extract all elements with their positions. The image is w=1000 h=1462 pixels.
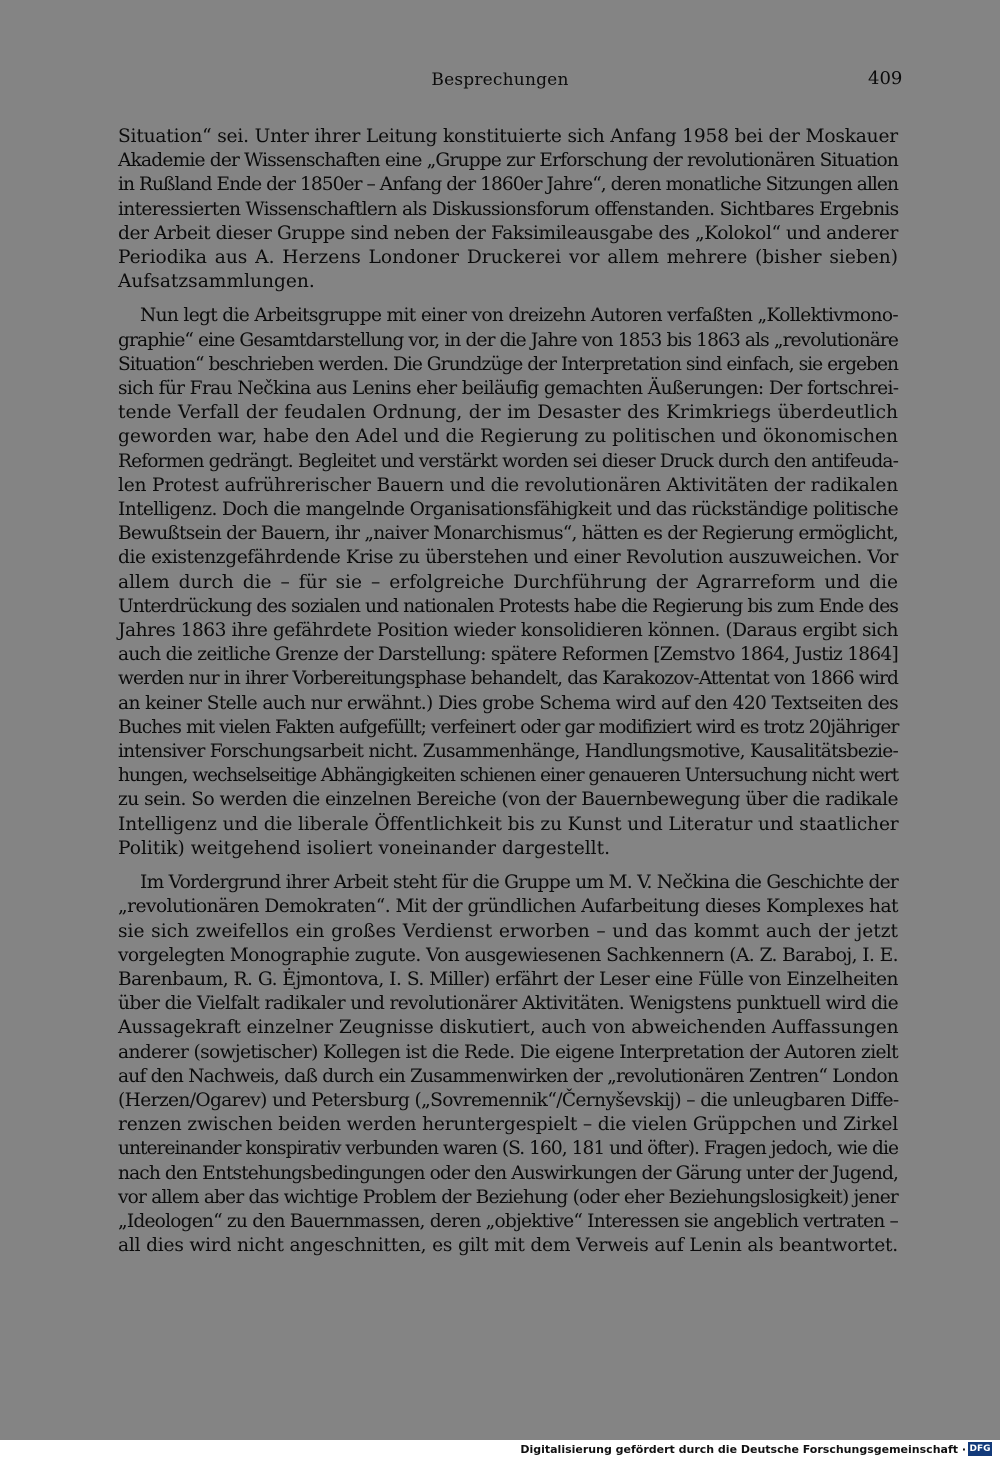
text-line: Periodika aus A. Herzens Londoner Druckerei vor allem mehrere (bisher sieben) <box>118 247 898 269</box>
text-line: Jahres 1863 ihre gefährdete Position wieder konsolidieren können. (Daraus ergibt sich <box>118 620 898 642</box>
text-line: geworden war, habe den Adel und die Regierung zu politischen und ökonomischen <box>118 426 898 448</box>
text-line: hungen, wechselseitige Abhängigkeiten schienen einer genaueren Untersuchung nicht wert <box>118 765 898 787</box>
paragraph <box>118 871 898 1258</box>
text-line: Akademie der Wissenschaften eine „Gruppe zur Erforschung der revolutionären Situation <box>118 150 898 172</box>
text-line: in Rußland Ende der 1850er – Anfang der 1860er Jahre“, deren monatliche Sitzungen allen <box>118 174 898 196</box>
text-line: anderer (sowjetischer) Kollegen ist die Rede. Die eigene Interpretation der Autoren zielt <box>118 1041 898 1063</box>
text-line: der Arbeit dieser Gruppe sind neben der Faksimileausgabe des „Kolokol“ und anderer <box>118 222 898 244</box>
paragraph <box>118 125 898 294</box>
text-line: Unterdrückung des sozialen und nationalen Protests habe die Regierung bis zum Ende des <box>118 595 898 617</box>
text-line: zu sein. So werden die einzelnen Bereiche (von der Bauernbewegung über die radikale <box>118 789 899 811</box>
text-line: „Ideologen“ zu den Bauernmassen, deren „objektive“ Interessen sie angeblich vertraten – <box>118 1210 898 1232</box>
text-line: Barenbaum, R. G. Ėjmontova, I. S. Miller) erfährt der Leser eine Fülle von Einzelheiten <box>118 968 898 990</box>
text-line: Intelligenz und die liberale Öffentlichkeit bis zu Kunst und Literatur und staatlicher <box>118 813 899 835</box>
text-line: Reformen gedrängt. Begleitet und verstärkt worden sei dieser Druck durch den antifeuda- <box>118 450 898 472</box>
text-line: Aufsatzsammlungen. <box>118 271 315 293</box>
text-line: Nun legt die Arbeitsgruppe mit einer von dreizehn Autoren verfaßten „Kollektivmono- <box>140 305 898 327</box>
text-line: sich für Frau Nečkina aus Lenins eher beiläufig gemachten Äußerungen: Der fortschrei- <box>118 378 899 400</box>
text-line: all dies wird nicht angeschnitten, es gilt mit dem Verweis auf Lenin als beantwortet. <box>118 1235 898 1257</box>
text-line: „revolutionären Demokraten“. Mit der gründlichen Aufarbeitung dieses Komplexes hat <box>118 896 898 918</box>
text-line: tende Verfall der feudalen Ordnung, der im Desaster des Krimkriegs überdeutlich <box>118 402 898 424</box>
text-line: interessierten Wissenschaftlern als Diskussionsforum offenstanden. Sichtbares Ergebnis <box>118 198 899 220</box>
body-text <box>118 125 898 1268</box>
text-line: sie sich zweifellos ein großes Verdienst erworben – und das kommt auch der jetzt <box>118 920 898 942</box>
text-line: Intelligenz. Doch die mangelnde Organisationsfähigkeit und das rückständige politische <box>118 499 898 521</box>
text-line: Im Vordergrund ihrer Arbeit steht für die Gruppe um M. V. Nečkina die Geschichte der <box>140 872 898 894</box>
text-line: vor allem aber das wichtige Problem der Beziehung (oder eher Beziehungslosigkeit) jener <box>118 1186 898 1208</box>
text-line: graphie“ eine Gesamtdarstellung vor, in der die Jahre von 1853 bis 1863 als „revolutionäre <box>118 329 898 351</box>
text-line: auch die zeitliche Grenze der Darstellung: spätere Reformen [Zemstvo 1864, Justiz 1864] <box>118 644 898 666</box>
text-line: Aussagekraft einzelner Zeugnisse diskutiert, auch von abweichenden Auffassungen <box>118 1017 899 1039</box>
text-line: die existenzgefährdende Krise zu überstehen und einer Revolution auszuweichen. Vor <box>118 547 898 569</box>
text-line: Situation“ beschrieben werden. Die Grundzüge der Interpretation sind einfach, sie ergeben <box>118 353 898 375</box>
paragraph <box>118 304 898 861</box>
text-line: len Protest aufrührerischer Bauern und die revolutionären Aktivitäten der radikalen <box>118 474 898 496</box>
text-line: untereinander konspirativ verbunden waren (S. 160, 181 und öfter). Fragen jedoch, wie die <box>118 1138 898 1160</box>
text-line: Bewußtsein der Bauern, ihr „naiver Monarchismus“, hätten es der Regierung ermöglicht, <box>118 523 898 545</box>
text-line: nach den Entstehungsbedingungen oder den Auswirkungen der Gärung unter der Jugend, <box>118 1162 898 1184</box>
text-line: Situation“ sei. Unter ihrer Leitung konstituierte sich Anfang 1958 bei der Moskauer <box>118 126 898 147</box>
dfg-logo: DFG <box>969 1444 991 1454</box>
text-line: Politik) weitgehend isoliert voneinander dargestellt. <box>118 837 610 859</box>
page-number: 409 <box>868 68 903 89</box>
footer-credit: Digitalisierung gefördert durch die Deutsche Forschungsgemeinschaft · <box>520 1443 966 1456</box>
text-line: intensiver Forschungsarbeit nicht. Zusammenhänge, Handlungsmotive, Kausalitätsbezie- <box>118 741 898 763</box>
text-line: allem durch die – für sie – erfolgreiche Durchführung der Agrarreform und die <box>118 571 898 593</box>
text-line: über die Vielfalt radikaler und revolutionärer Aktivitäten. Wenigstens punktuell wird die <box>118 993 898 1015</box>
running-head: Besprechungen <box>431 70 569 90</box>
text-line: (Herzen/Ogarev) und Petersburg („Sovremennik“/Černyševskij) – die unleugbaren Diffe- <box>118 1089 899 1111</box>
text-line: vorgelegten Monographie zugute. Von ausgewiesenen Sachkennern (A. Z. Baraboj, I. E. <box>118 944 898 966</box>
text-line: Buches mit vielen Fakten aufgefüllt; verfeinert oder gar modifiziert wird es trotz 20jähriger <box>118 716 899 738</box>
text-line: auf den Nachweis, daß durch ein Zusammenwirken der „revolutionären Zentren“ London <box>118 1065 898 1087</box>
text-line: renzen zwischen beiden werden heruntergespielt – die vielen Grüppchen und Zirkel <box>118 1114 898 1136</box>
text-line: an keiner Stelle auch nur erwähnt.) Dies grobe Schema wird auf den 420 Textseiten des <box>118 692 898 714</box>
text-line: werden nur in ihrer Vorbereitungsphase behandelt, das Karakozov-Attentat von 1866 wird <box>118 668 898 690</box>
